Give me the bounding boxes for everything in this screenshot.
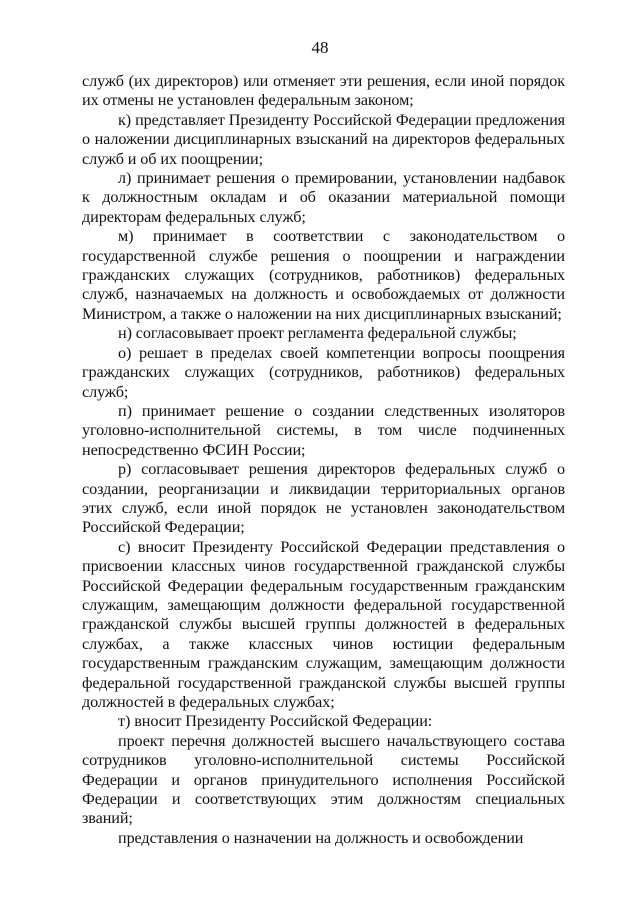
paragraph-item-r: р) согласовывает решения директоров федеральных служб о создании, реорганизации и ликвидации территориальных органов этих служб, если иной порядок не установлен законодательством Российской Федерации; xyxy=(82,460,565,537)
paragraph-item-n: н) согласовывает проект регламента федеральной службы; xyxy=(118,324,517,343)
document-body xyxy=(82,72,565,848)
paragraph-item-p: п) принимает решение о создании следственных изоляторов уголовно-исполнительной системы, в том числе подчиненных непосредственно ФСИН России; xyxy=(82,401,565,459)
paragraph-subitem-2: представления о назначении на должность и освобождении xyxy=(118,828,524,847)
paragraph-item-l: л) принимает решения о премировании, установлении надбавок к должностным окладам и об оказании материальной помощи директорам федеральных служб; xyxy=(82,169,565,226)
paragraph-item-o: о) решает в пределах своей компетенции вопросы поощрения гражданских служащих (сотрудников, работников) федеральных служб; xyxy=(82,343,565,401)
page-number: 48 xyxy=(311,38,329,57)
paragraph-continuation: служб (их директоров) или отменяет эти решения, если иной порядок их отмены не установлен федеральным законом; xyxy=(82,72,565,110)
paragraph-subitem-1: проект перечня должностей высшего начальствующего состава сотрудников уголовно-исполнительной системы Российской Федерации и органов принудительного исполнения Российской Федерации и соответствующих этим должностям специальных званий; xyxy=(82,731,565,828)
paragraph-item-s: с) вносит Президенту Российской Федерации представления о присвоении классных чинов государственной гражданской службы Российской Федерации федеральным государственным гражданским служащим, замещающим должности федеральной государственной гражданской службы высшей группы должностей в федеральных службах, а также классных чинов юстиции федеральным государственным гражданским служащим, замещающим должности федеральной государственной гражданской службы высшей группы должностей в федеральных службах; xyxy=(82,537,565,711)
paragraph-item-m: м) принимает в соответствии с законодательством о государственной службе решения о поощрении и награждении гражданских служащих (сотрудников, работников) федеральных служб, назначаемых на должность и освобождаемых от должности Министром, а также о наложении на них дисциплинарных взысканий; xyxy=(82,227,565,323)
paragraph-item-t: т) вносит Президенту Российской Федерации: xyxy=(118,712,433,731)
paragraph-item-k: к) представляет Президенту Российской Федерации предложения о наложении дисциплинарных взысканий на директоров федеральных служб и об их поощрении; xyxy=(82,110,565,168)
